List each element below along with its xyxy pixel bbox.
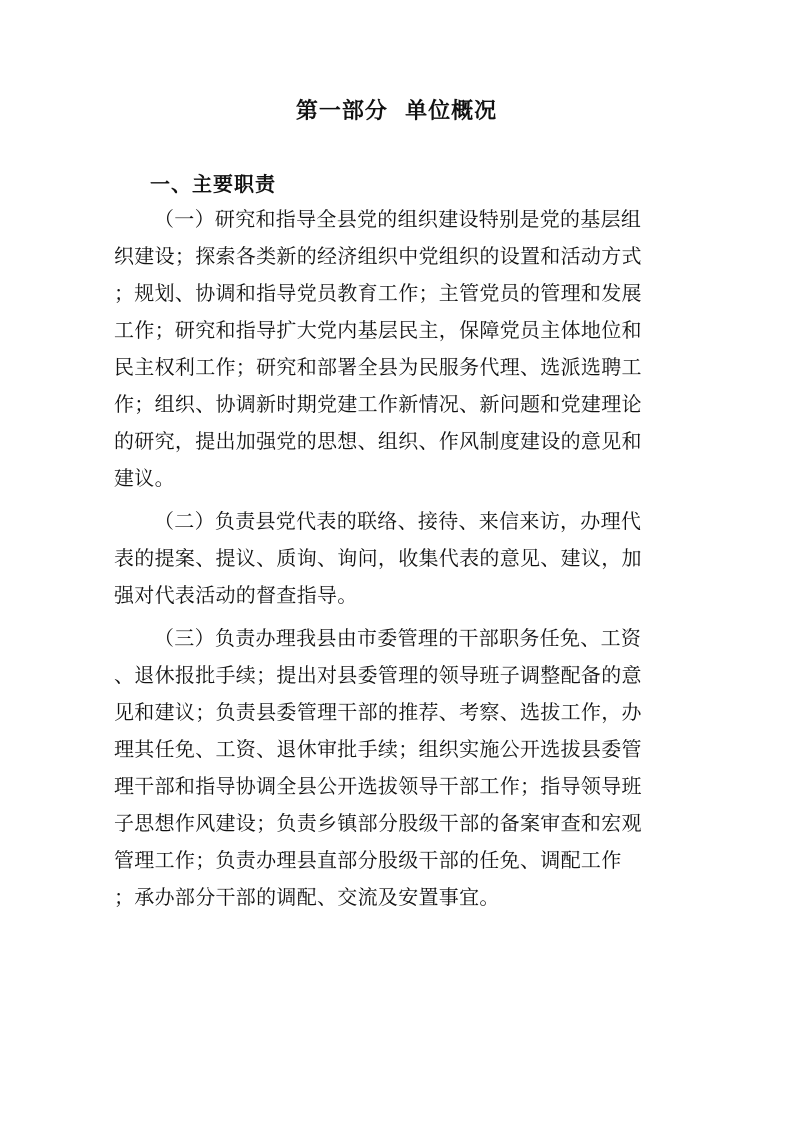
paragraph-1-line-6: 作；组织、协调新时期党建工作新情况、新问题和党建理论 xyxy=(114,392,642,416)
paragraph-1-line-1: （一）研究和指导全县党的组织建设特别是党的基层组 xyxy=(154,207,642,231)
paragraph-1-line-2: 织建设；探索各类新的经济组织中党组织的设置和活动方式 xyxy=(114,244,642,268)
paragraph-3-line-3: 见和建议；负责县委管理干部的推荐、考察、选拔工作，办 xyxy=(114,700,642,724)
paragraph-2-line-2: 表的提案、提议、质询、询问，收集代表的意见、建议，加 xyxy=(114,546,642,570)
paragraph-1-line-8: 建议。 xyxy=(114,466,175,490)
paragraph-3-line-2: 、退休报批手续；提出对县委管理的领导班子调整配备的意 xyxy=(114,663,642,687)
paragraph-3-line-1: （三）负责办理我县由市委管理的干部职务任免、工资 xyxy=(154,626,642,650)
paragraph-1-line-5: 民主权利工作；研究和部署全县为民服务代理、选派选聘工 xyxy=(114,355,642,379)
paragraph-2-line-1: （二）负责县党代表的联络、接待、来信来访，办理代 xyxy=(154,509,642,533)
paragraph-1-line-3: ；规划、协调和指导党员教育工作；主管党员的管理和发展 xyxy=(114,281,642,305)
section-heading: 一、主要职责 xyxy=(150,172,276,196)
paragraph-3-line-8: ；承办部分干部的调配、交流及安置事宜。 xyxy=(114,885,500,909)
paragraph-3-line-4: 理其任免、工资、退休审批手续；组织实施公开选拔县委管 xyxy=(114,737,642,761)
page-title: 第一部分 单位概况 xyxy=(295,99,498,124)
paragraph-1-line-4: 工作；研究和指导扩大党内基层民主，保障党员主体地位和 xyxy=(114,318,642,342)
paragraph-2-line-3: 强对代表活动的督查指导。 xyxy=(114,583,358,607)
paragraph-3-line-7: 管理工作；负责办理县直部分股级干部的任免、调配工作 xyxy=(114,848,622,872)
paragraph-3-line-5: 理干部和指导协调全县公开选拔领导干部工作；指导领导班 xyxy=(114,774,642,798)
paragraph-1-line-7: 的研究，提出加强党的思想、组织、作风制度建设的意见和 xyxy=(114,429,642,453)
paragraph-3-line-6: 子思想作风建设；负责乡镇部分股级干部的备案审查和宏观 xyxy=(114,811,642,835)
